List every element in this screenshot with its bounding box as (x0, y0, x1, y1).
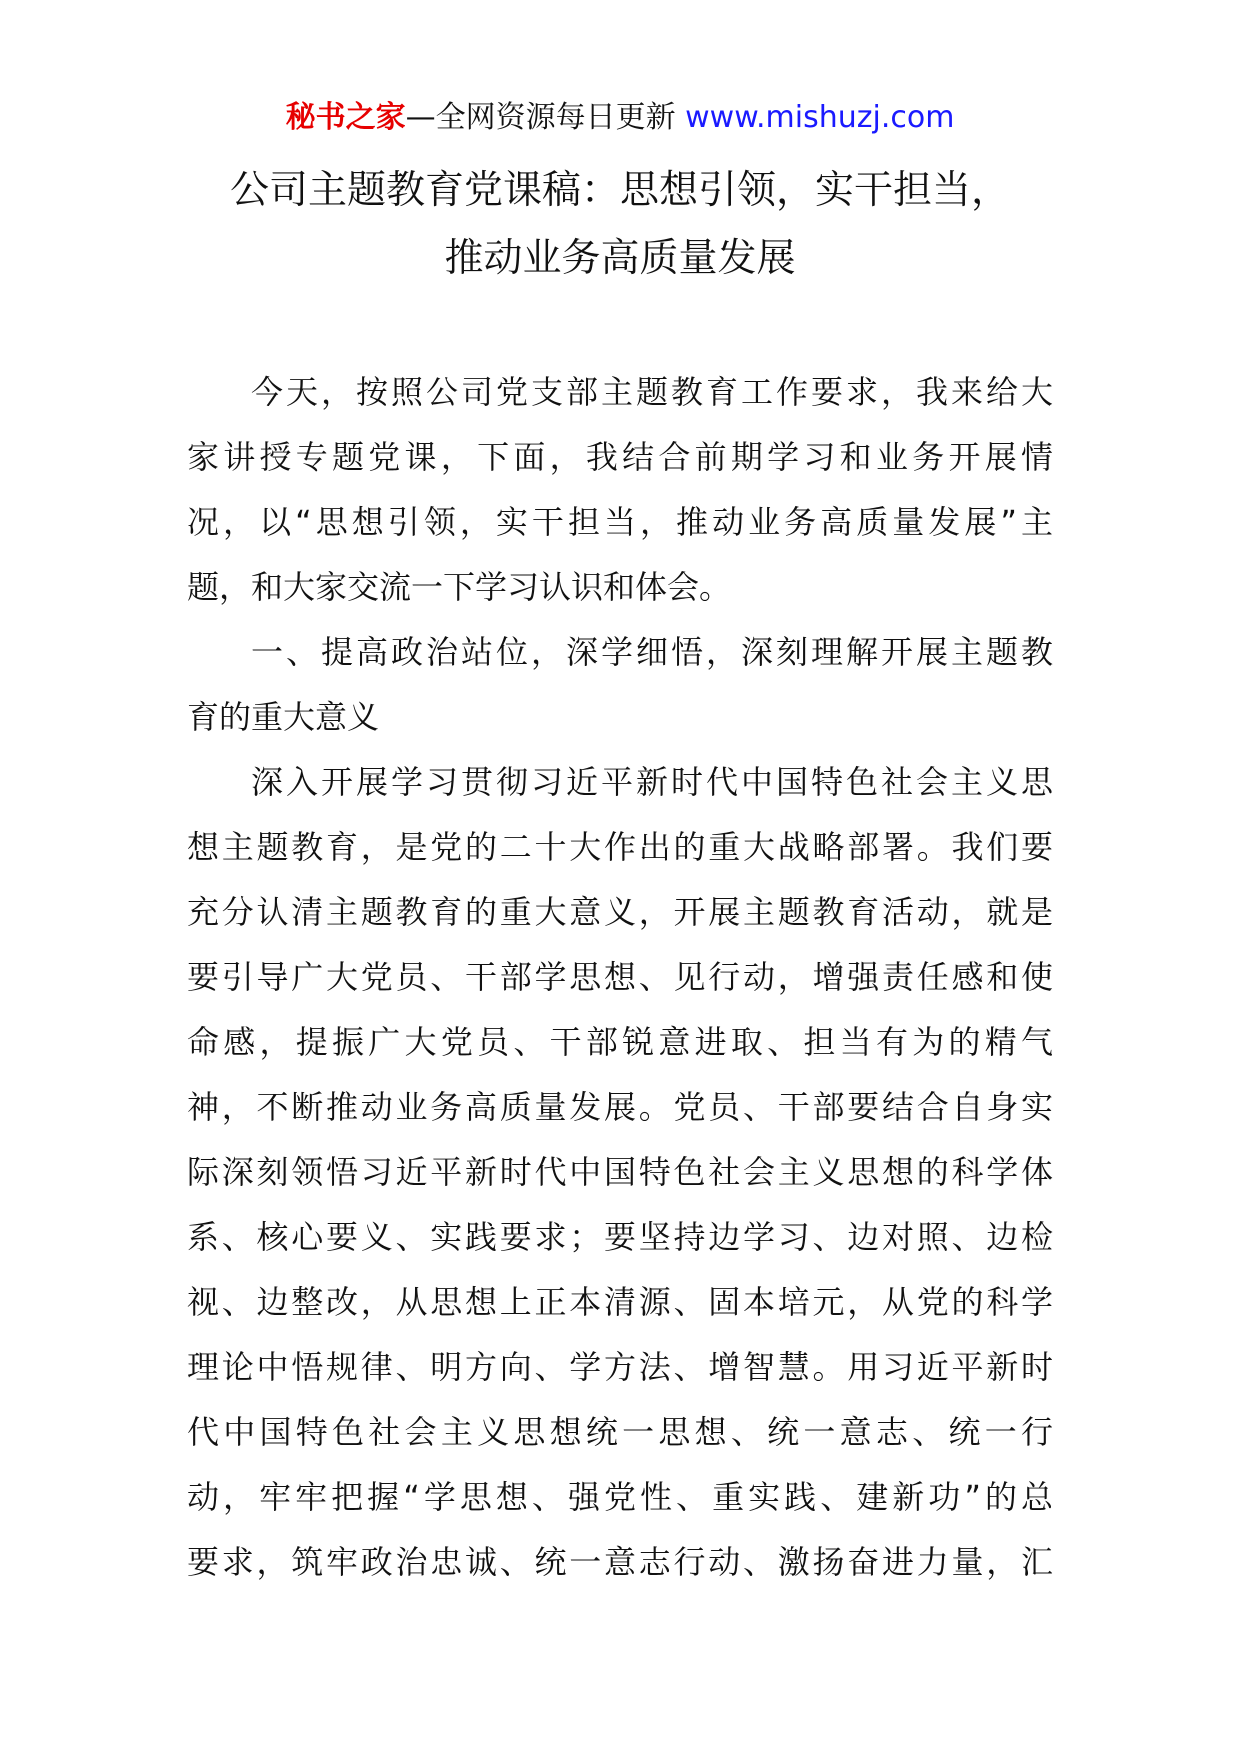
header-tagline: —全网资源每日更新 (405, 100, 686, 135)
body-line: 要引导广大党员、干部学思想、见行动，增强责任感和使 (187, 958, 1053, 996)
body-line: 系、核心要义、实践要求；要坚持边学习、边对照、边检 (187, 1218, 1053, 1256)
body-line: 今天，按照公司党支部主题教育工作要求，我来给大 (251, 373, 1053, 411)
brand-name: 秘书之家 (285, 100, 406, 135)
document-body (187, 360, 1053, 1595)
body-line: 想主题教育，是党的二十大作出的重大战略部署。我们要 (187, 828, 1053, 866)
body-line: 题，和大家交流一下学习认识和体会。 (187, 568, 732, 606)
body-line: 神，不断推动业务高质量发展。党员、干部要结合自身实 (187, 1088, 1053, 1126)
body-line: 命感，提振广大党员、干部锐意进取、担当有为的精气 (187, 1023, 1053, 1061)
document-title-line-1: 公司主题教育党课稿：思想引领，实干担当， (229, 168, 1010, 213)
body-line: 深入开展学习贯彻习近平新时代中国特色社会主义思 (251, 763, 1053, 801)
document-title-line-2: 推动业务高质量发展 (444, 236, 796, 281)
body-line: 况，以“思想引领，实干担当，推动业务高质量发展”主 (187, 503, 1053, 541)
body-line: 理论中悟规律、明方向、学方法、增智慧。用习近平新时 (187, 1348, 1053, 1386)
body-line: 代中国特色社会主义思想统一思想、统一意志、统一行 (187, 1413, 1053, 1451)
body-line: 充分认清主题教育的重大意义，开展主题教育活动，就是 (187, 893, 1053, 931)
page-header (0, 98, 1240, 138)
body-line: 际深刻领悟习近平新时代中国特色社会主义思想的科学体 (187, 1153, 1053, 1191)
body-line: 视、边整改，从思想上正本清源、固本培元，从党的科学 (187, 1283, 1053, 1321)
section-heading-line: 一、提高政治站位，深学细悟，深刻理解开展主题教 (251, 633, 1053, 671)
body-line: 要求，筑牢政治忠诚、统一意志行动、激扬奋进力量，汇 (187, 1543, 1053, 1581)
site-url-link[interactable]: www.mishuzj.com (685, 100, 955, 135)
body-line: 动，牢牢把握“学思想、强党性、重实践、建新功”的总 (187, 1478, 1053, 1516)
body-line: 家讲授专题党课，下面，我结合前期学习和业务开展情 (187, 438, 1053, 476)
section-heading-line: 育的重大意义 (187, 698, 380, 736)
